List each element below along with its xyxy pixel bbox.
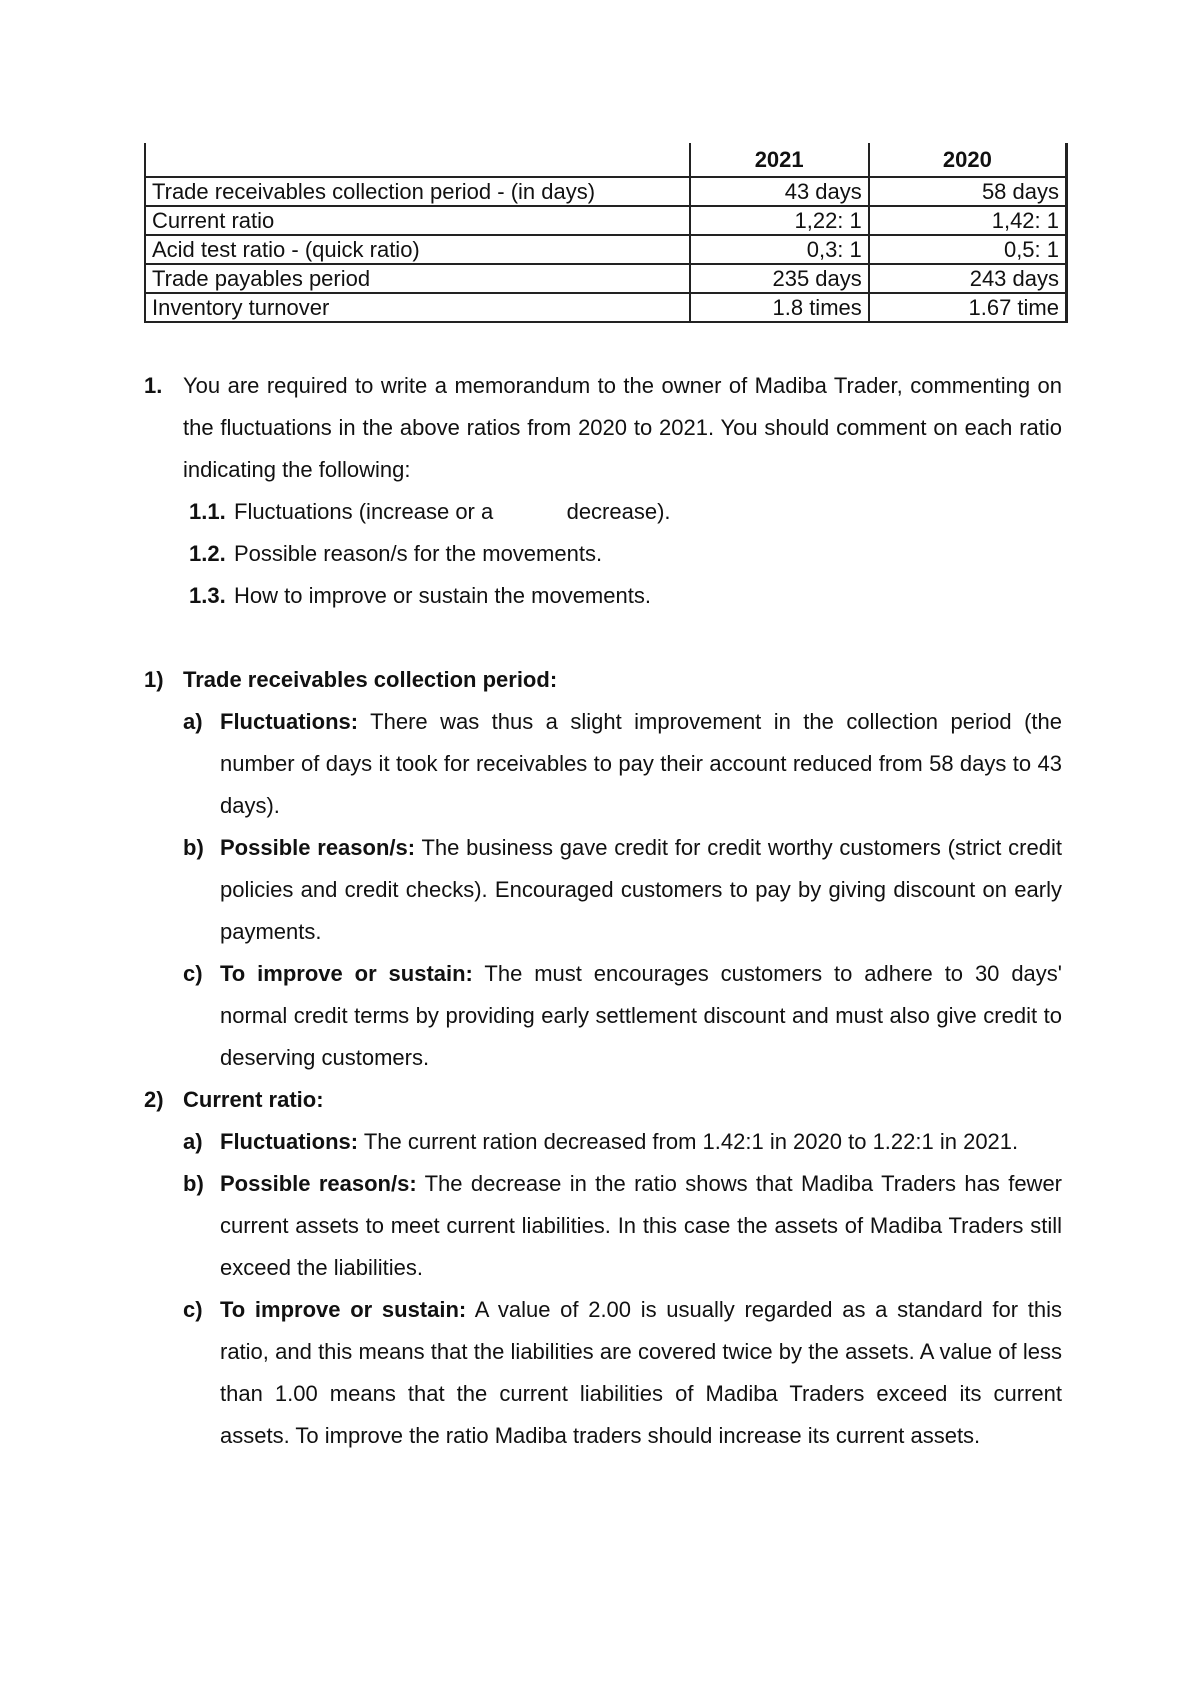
item-heading: Fluctuations: [220,1129,359,1154]
table-header-cell: 2020 [869,143,1067,177]
question-subitem [144,575,1062,617]
table-header-cell [145,143,690,177]
spacer [144,617,1062,659]
question-subitem [144,491,1062,533]
table-row [145,235,1067,264]
item-text: There was thus a slight improvement in the collection period (the number of days it took for receivables to pay their account reduced from 58 days to 43 days). [220,709,1062,818]
table-row [145,293,1067,322]
list-item [144,827,1062,953]
item-label: c) [183,961,203,986]
table-cell: 58 days [869,177,1067,206]
table-cell: Trade payables period [145,264,690,293]
item-text: A value of 2.00 is usually regarded as a standard for this ratio, and this means that the liabilities are covered twice by the assets. A value of less than 1.00 means that the current liabilities of Madiba Traders exceed its current assets. To improve the ratio Madiba traders should increase its current assets. [220,1297,1062,1448]
item-label: a) [183,1129,203,1154]
section-title: Trade receivables collection period: [183,667,558,692]
table-cell: Acid test ratio - (quick ratio) [145,235,690,264]
list-item [144,1163,1062,1289]
table-row [145,264,1067,293]
item-heading: To improve or sustain: [220,961,473,986]
table-cell: 1,42: 1 [869,206,1067,235]
table-cell: 0,3: 1 [690,235,869,264]
table-row [145,177,1067,206]
item-label: c) [183,1297,203,1322]
item-text: The decrease in the ratio shows that Madiba Traders has fewer current assets to meet current liabilities. In this case the assets of Madiba Traders still exceed the liabilities. [220,1171,1063,1280]
question-subitem [144,533,1062,575]
question-number: 1. [144,373,163,398]
section-title: Current ratio: [183,1087,324,1112]
table-cell: Current ratio [145,206,690,235]
question-paragraph [144,365,1062,491]
item-heading: Possible reason/s: [220,1171,417,1196]
ratio-table [144,143,1068,323]
document-body [144,365,1062,1457]
item-label: b) [183,835,204,860]
list-item [144,953,1062,1079]
subitem-text: How to improve or sustain the movements. [234,583,651,608]
item-label: b) [183,1171,204,1196]
subitem-number: 1.3. [189,583,226,608]
table-cell: 243 days [869,264,1067,293]
table-cell: Inventory turnover [145,293,690,322]
table-cell: 235 days [690,264,869,293]
question-text: You are required to write a memorandum to the owner of Madiba Trader, commenting on the fluctuations in the above ratios from 2020 to 2021. You should comment on each ratio indicating the following: [183,373,1062,482]
section-heading [144,1079,1062,1121]
item-heading: Fluctuations: [220,709,359,734]
table-header-cell: 2021 [690,143,869,177]
table-header-row [145,143,1067,177]
table-cell: 1.8 times [690,293,869,322]
section-number: 2) [144,1087,164,1112]
section-heading [144,659,1062,701]
table-cell: 1.67 time [869,293,1067,322]
item-text: The business gave credit for credit worthy customers (strict credit policies and credit checks). Encouraged customers to pay by giving discount on early payments. [220,835,1062,944]
subitem-text: Fluctuations (increase or a decrease). [234,499,671,524]
item-text: The current ration decreased from 1.42:1 in 2020 to 1.22:1 in 2021. [358,1129,1019,1154]
subitem-text: Possible reason/s for the movements. [234,541,603,566]
item-text: The must encourages customers to adhere to 30 days' normal credit terms by providing early settlement discount and must also give credit to deserving customers. [220,961,1062,1070]
subitem-number: 1.1. [189,499,226,524]
item-heading: Possible reason/s: [220,835,416,860]
section-number: 1) [144,667,164,692]
table-cell: Trade receivables collection period - (in days) [145,177,690,206]
subitem-number: 1.2. [189,541,226,566]
item-heading: To improve or sustain: [220,1297,467,1322]
list-item [144,701,1062,827]
list-item [144,1121,1062,1163]
table-cell: 1,22: 1 [690,206,869,235]
table-cell: 43 days [690,177,869,206]
table-cell: 0,5: 1 [869,235,1067,264]
item-label: a) [183,709,203,734]
table-row [145,206,1067,235]
list-item [144,1289,1062,1457]
